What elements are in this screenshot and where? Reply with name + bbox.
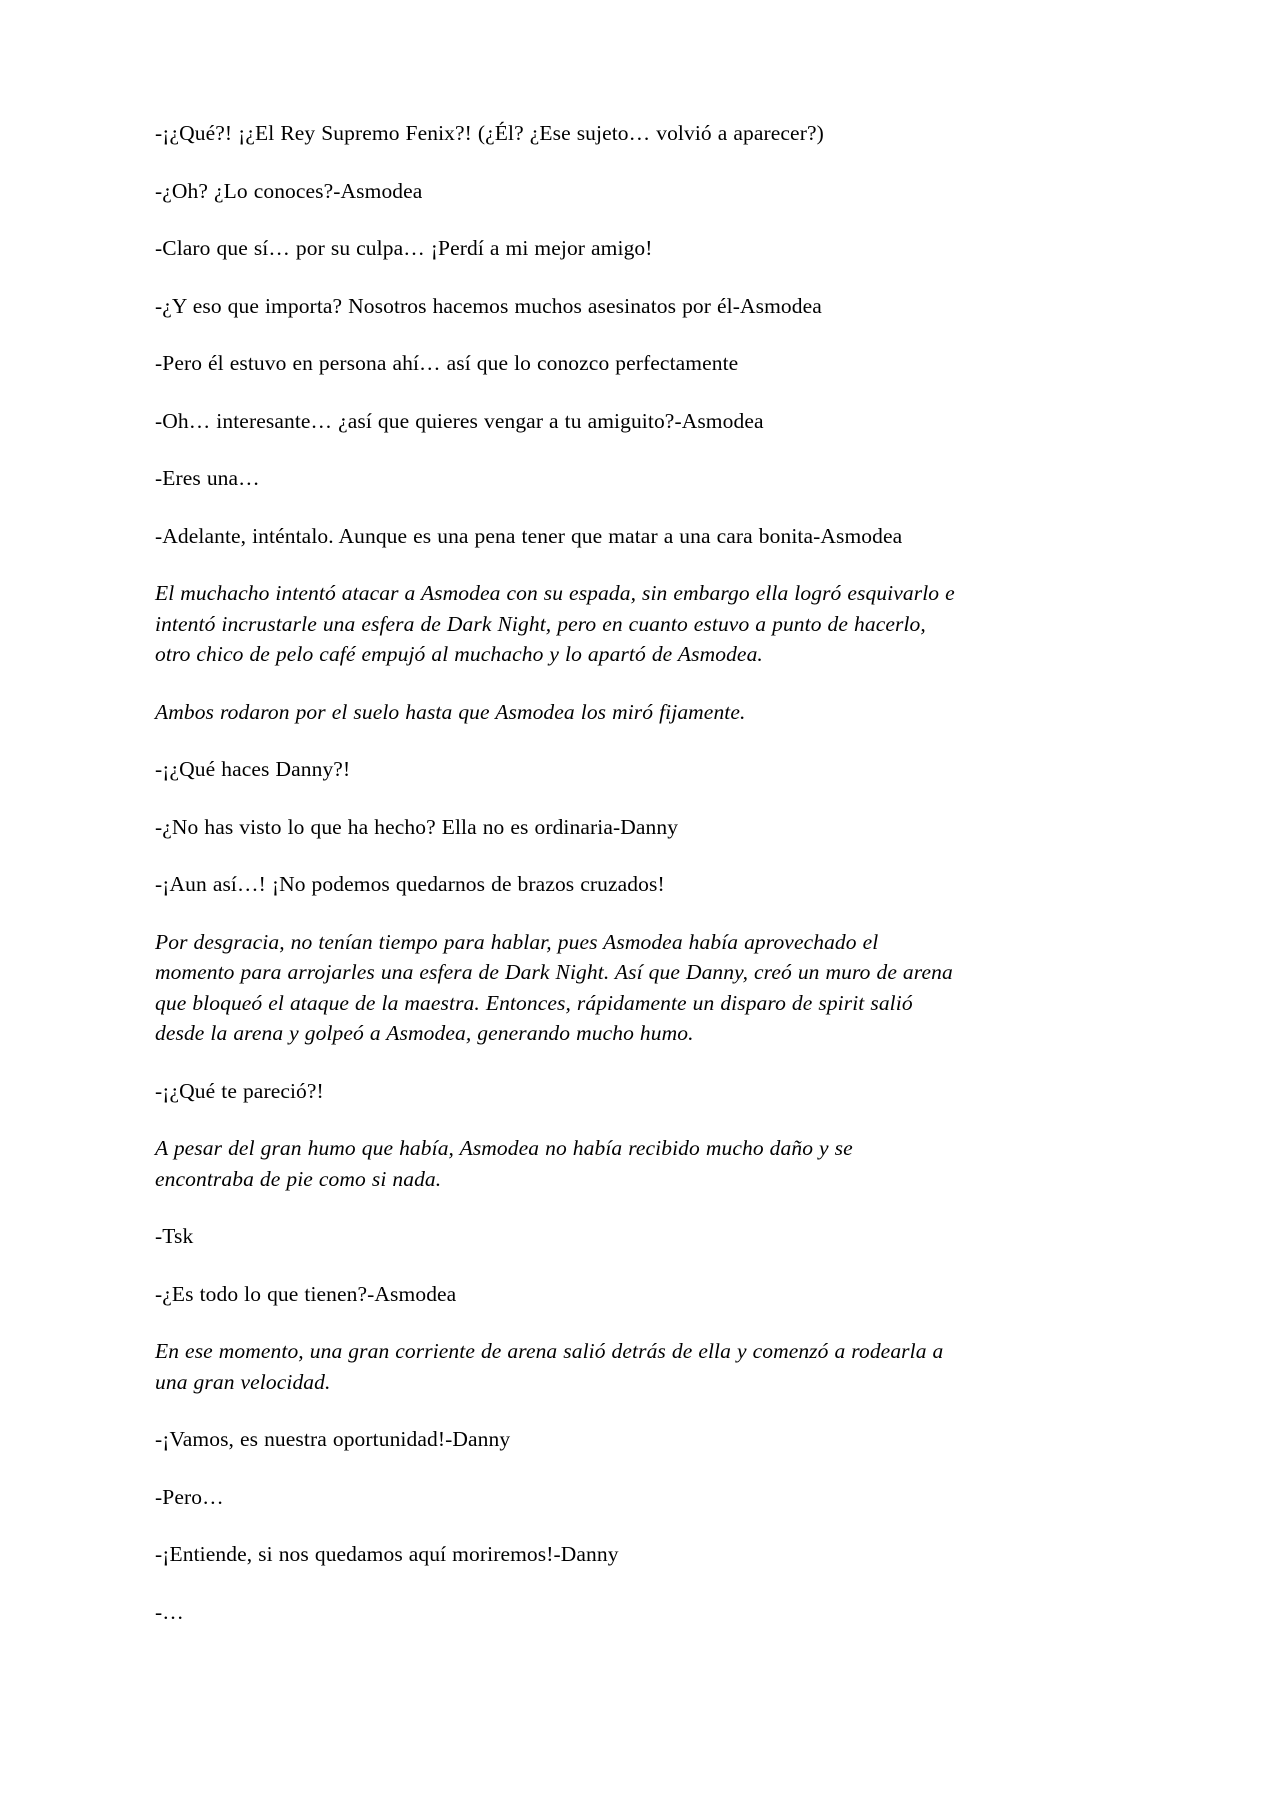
paragraph-dialogue: -Claro que sí… por su culpa… ¡Perdí a mi mejor amigo! xyxy=(155,236,653,261)
paragraph-narration: En ese momento, una gran corriente de arena salió detrás de ella y comenzó a rodearla a una gran velocidad. xyxy=(155,1339,944,1394)
paragraph-dialogue: -¿Es todo lo que tienen?-Asmodea xyxy=(155,1281,457,1306)
paragraph-dialogue: -Pero él estuvo en persona ahí… así que lo conozco perfectamente xyxy=(155,351,739,376)
paragraph-dialogue: -Adelante, inténtalo. Aunque es una pena tener que matar a una cara bonita-Asmodea xyxy=(155,523,903,548)
paragraph-dialogue: -Eres una… xyxy=(155,466,260,491)
paragraph-dialogue: -Oh… interesante… ¿así que quieres vengar a tu amiguito?-Asmodea xyxy=(155,408,764,433)
paragraph-dialogue: -¿No has visto lo que ha hecho? Ella no es ordinaria-Danny xyxy=(155,814,679,839)
paragraph-narration: El muchacho intentó atacar a Asmodea con su espada, sin embargo ella logró esquivarlo e intentó incrustarle una esfera de Dark Night, pero en cuanto estuvo a punto de hacerlo, otro chico de pelo café empujó al muchacho y lo apartó de Asmodea. xyxy=(155,581,955,667)
paragraph-dialogue: -Pero… xyxy=(155,1484,224,1509)
paragraph-dialogue: -¿Y eso que importa? Nosotros hacemos muchos asesinatos por él-Asmodea xyxy=(155,293,822,318)
paragraph-narration: Por desgracia, no tenían tiempo para hablar, pues Asmodea había aprovechado el momento para arrojarles una esfera de Dark Night. Así que Danny, creó un muro de arena que bloqueó el ataque de la maestra. Entonces, rápidamente un disparo de spirit salió desde la arena y golpeó a Asmodea, generando mucho humo. xyxy=(155,929,953,1046)
paragraph-dialogue: -¡Aun así…! ¡No podemos quedarnos de brazos cruzados! xyxy=(155,872,665,897)
paragraph-narration: A pesar del gran humo que había, Asmodea no había recibido mucho daño y se encontraba de pie como si nada. xyxy=(155,1136,853,1191)
paragraph-dialogue: -¡¿Qué?! ¡¿El Rey Supremo Fenix?! (¿Él? ¿Ese sujeto… volvió a aparecer?) xyxy=(155,121,824,145)
paragraph-dialogue: -¡Entiende, si nos quedamos aquí moriremos!-Danny xyxy=(155,1542,619,1567)
paragraph-dialogue: -¡Vamos, es nuestra oportunidad!-Danny xyxy=(155,1427,511,1452)
paragraph-dialogue: -Tsk xyxy=(155,1224,194,1249)
paragraph-dialogue: -¡¿Qué haces Danny?! xyxy=(155,757,351,782)
paragraph-dialogue: -¿Oh? ¿Lo conoces?-Asmodea xyxy=(155,178,423,203)
paragraph-dialogue: -¡¿Qué te pareció?! xyxy=(155,1078,324,1103)
document-body xyxy=(155,118,1115,1627)
paragraph-narration: Ambos rodaron por el suelo hasta que Asmodea los miró fijamente. xyxy=(155,699,746,724)
paragraph-dialogue: -… xyxy=(155,1599,184,1624)
